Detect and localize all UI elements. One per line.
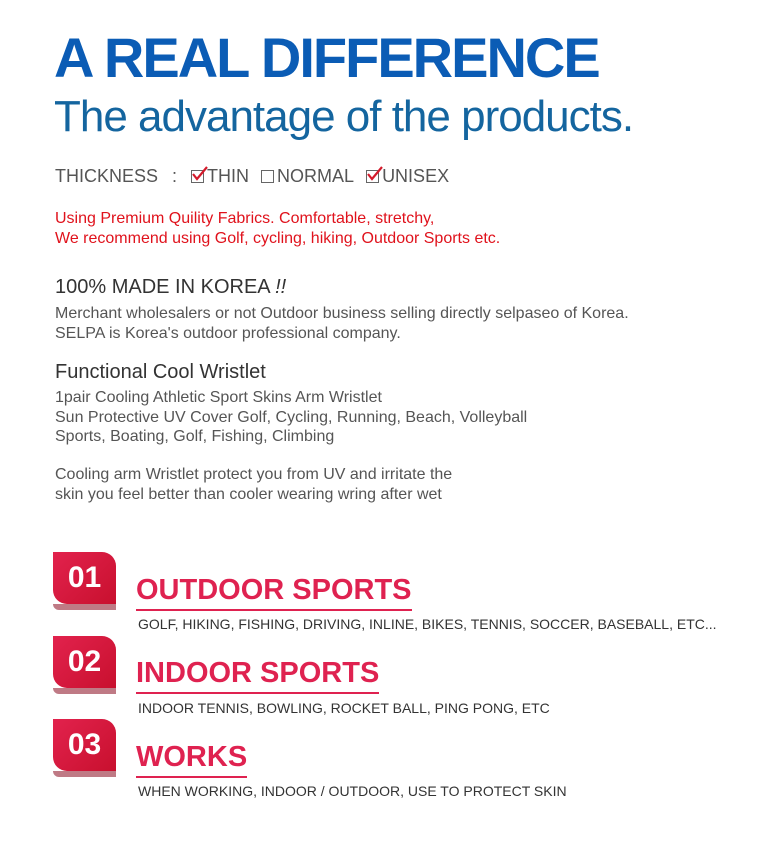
text-line: SELPA is Korea's outdoor professional company.: [55, 324, 401, 342]
category-title-outdoor: OUTDOOR SPORTS: [136, 573, 412, 611]
category-number-badge: 03: [53, 719, 116, 771]
checked-box-icon: [191, 170, 204, 183]
category-desc-outdoor: GOLF, HIKING, FISHING, DRIVING, INLINE, BIKES, TENNIS, SOCCER, BASEBALL, ETC...: [138, 616, 717, 632]
thickness-label: THICKNESS: [55, 166, 159, 186]
functional-text: [55, 388, 527, 447]
unchecked-box-icon: [261, 170, 274, 183]
functional-note: [55, 465, 452, 504]
highlight-line: We recommend using Golf, cycling, hiking, Outdoor Sports etc.: [55, 230, 501, 247]
emphasis-marks: !!: [275, 276, 287, 298]
made-in-korea-title: 100% MADE IN KOREA !!: [55, 276, 287, 298]
headline: A REAL DIFFERENCE: [54, 26, 599, 89]
checked-box-icon: [366, 170, 379, 183]
thickness-option-label: UNISEX: [382, 166, 450, 186]
category-number-badge: 02: [53, 636, 116, 688]
text-line: Sports, Boating, Golf, Fishing, Climbing: [55, 428, 335, 445]
thickness-row: [55, 164, 461, 188]
category-title-works: WORKS: [136, 740, 247, 778]
text-line: Merchant wholesalers or not Outdoor business selling directly selpaseo of Korea.: [55, 305, 629, 322]
highlight-text: [55, 209, 500, 249]
thickness-option-unisex: [366, 164, 449, 188]
thickness-option-label: NORMAL: [277, 166, 355, 186]
thickness-separator: :: [172, 166, 178, 186]
thickness-option-thin: [191, 164, 249, 188]
thickness-option-normal: [261, 164, 354, 188]
functional-title: Functional Cool Wristlet: [55, 361, 266, 383]
thickness-option-label: THIN: [207, 166, 250, 186]
category-number-badge: 01: [53, 552, 116, 604]
text-line: Cooling arm Wristlet protect you from UV and irritate the: [55, 466, 453, 483]
text-line: skin you feel better than cooler wearing wring after wet: [55, 485, 442, 503]
subheadline: The advantage of the products.: [54, 92, 634, 141]
made-in-korea-text: [55, 304, 629, 343]
category-desc-works: WHEN WORKING, INDOOR / OUTDOOR, USE TO PROTECT SKIN: [138, 783, 567, 799]
category-desc-indoor: INDOOR TENNIS, BOWLING, ROCKET BALL, PING PONG, ETC: [138, 700, 550, 716]
highlight-line: Using Premium Quility Fabrics. Comfortable, stretchy,: [55, 210, 435, 227]
category-title-indoor: INDOOR SPORTS: [136, 656, 379, 694]
text-line: Sun Protective UV Cover Golf, Cycling, Running, Beach, Volleyball: [55, 408, 528, 426]
text-line: 1pair Cooling Athletic Sport Skins Arm Wristlet: [55, 389, 382, 406]
